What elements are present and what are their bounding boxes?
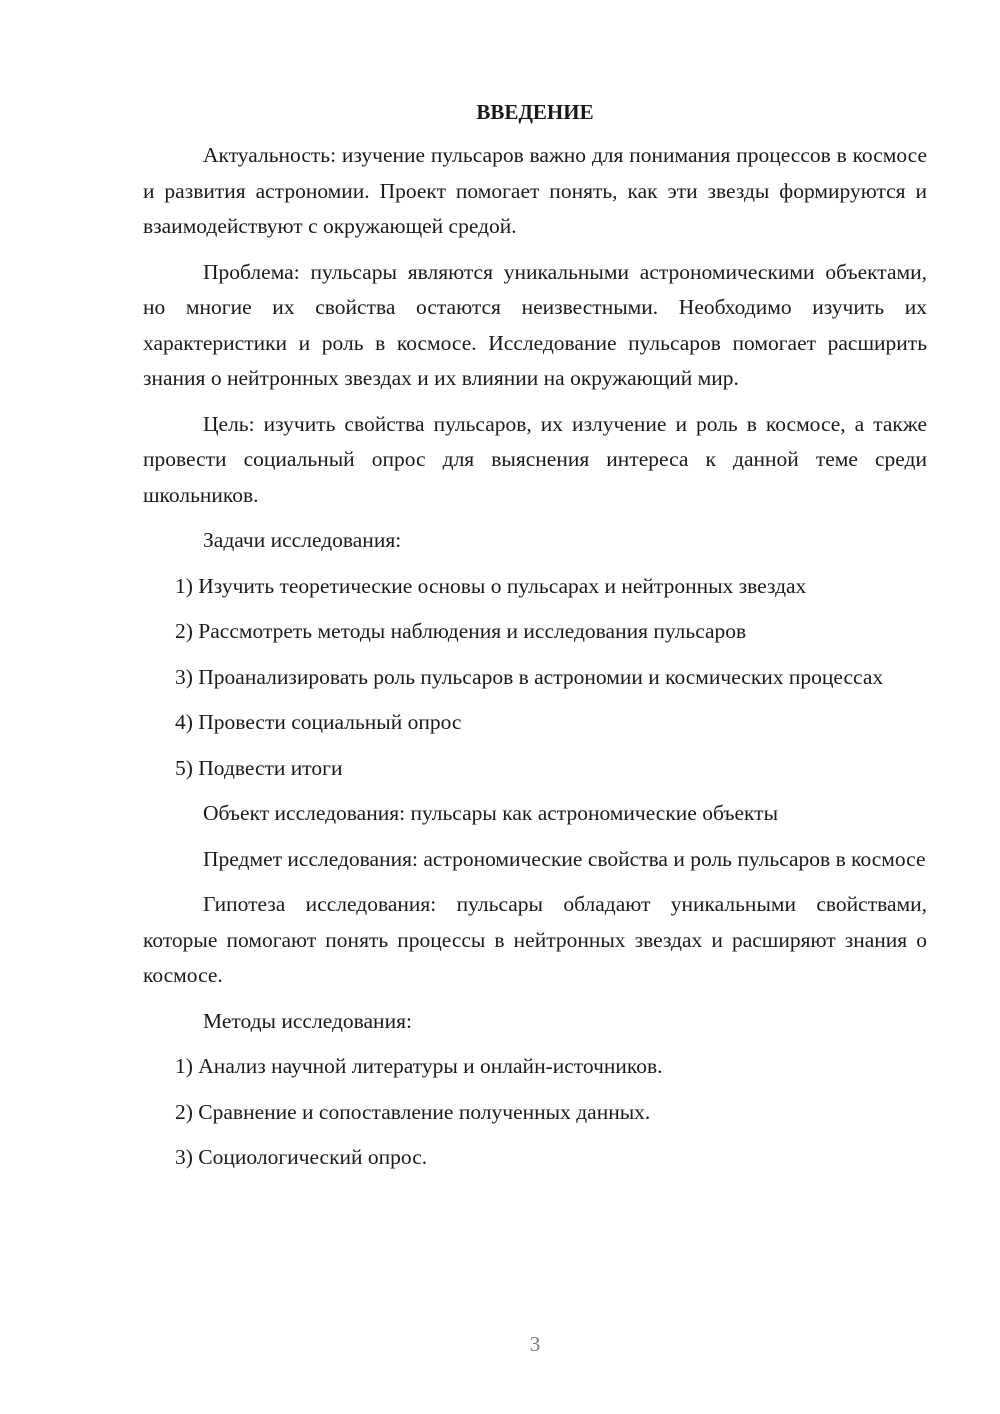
document-page [143,94,927,1186]
subject-paragraph: Предмет исследования: астрономические свойства и роль пульсаров в космосе [203,846,926,871]
methods-heading: Методы исследования: [203,1008,412,1033]
task-item: 5) Подвести итоги [175,755,343,780]
page-number: 3 [529,1332,541,1356]
method-item: 2) Сравнение и сопоставление полученных данных. [175,1099,651,1124]
task-item: 4) Провести социальный опрос [175,710,462,734]
relevance-paragraph: Актуальность: изучение пульсаров важно для понимания процессов в космосе и развития астрономии. Проект помогает понять, как эти звезды формируются и взаимодействуют с окружающей средой. [143,143,927,238]
task-item: 1) Изучить теоретические основы о пульсарах и нейтронных звездах [175,573,807,598]
problem-paragraph: Проблема: пульсары являются уникальными астрономическими объектами, но многие их свойства остаются неизвестными. Необходимо изучить их характеристики и роль в космосе. Исследование пульсаров помогает расширить знания о нейтронных звездах и их влиянии на окружающий мир. [143,259,927,390]
page-title: ВВЕДЕНИЕ [476,100,594,124]
task-item: 3) Проанализировать роль пульсаров в астрономии и космических процессах [175,664,884,689]
task-item: 2) Рассмотреть методы наблюдения и исследования пульсаров [175,619,747,643]
object-paragraph: Объект исследования: пульсары как астрономические объекты [203,801,779,825]
hypothesis-paragraph: Гипотеза исследования: пульсары обладают уникальными свойствами, которые помогают понять процессы в нейтронных звездах и расширяют знания о космосе. [143,892,927,987]
tasks-heading: Задачи исследования: [203,528,402,552]
method-item: 1) Анализ научной литературы и онлайн-источников. [175,1054,663,1078]
goal-paragraph: Цель: изучить свойства пульсаров, их излучение и роль в космосе, а также провести социальный опрос для выяснения интереса к данной теме среди школьников. [143,411,927,507]
method-item: 3) Социологический опрос. [175,1145,428,1169]
